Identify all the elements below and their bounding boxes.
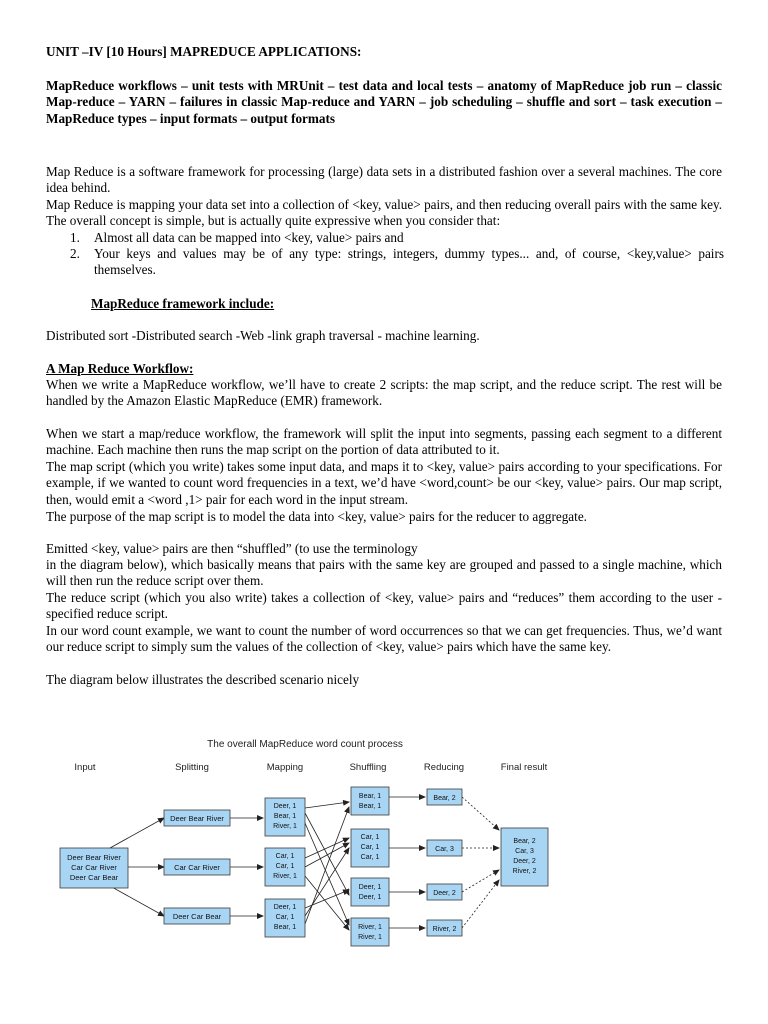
workflow-paragraph-3d: In our word count example, we want to count the number of word occurrences so that we can get frequencies. Thus, we’d want our reduce script to simply sum the values of the collection of <key, value> pairs which have the same key. — [46, 623, 722, 655]
reduce-box — [427, 920, 462, 936]
map-line: Car, 1 — [275, 863, 295, 870]
reduce-text: Bear, 2 — [433, 795, 456, 802]
final-line: Car, 3 — [515, 848, 534, 855]
input-line: Deer Car Bear — [69, 873, 119, 882]
shuffle-box — [351, 878, 389, 906]
split-text: Car Car River — [174, 863, 220, 872]
shuffle-line: River, 1 — [358, 934, 382, 941]
workflow-paragraph-3c: The reduce script (which you also write) takes a collection of <key, value> pairs and “reduces” them according to the user -specified reduce script. — [46, 590, 722, 622]
workflow-paragraph-3b: in the diagram below), which basically means that pairs with the same key are grouped and passed to a single machine, which will then run the reduce script over them. — [46, 557, 722, 589]
framework-text: Distributed sort -Distributed search -Web -link graph traversal - machine learning. — [46, 328, 480, 343]
shuffle-box — [351, 829, 389, 867]
topics-list: MapReduce workflows – unit tests with MRUnit – test data and local tests – anatomy of MapReduce job run – classic Map-reduce – YARN – failures in classic Map-reduce and YARN – job scheduling – shuffle and sort – task execution – MapReduce types – input formats – output formats — [46, 78, 722, 126]
final-line: River, 2 — [512, 868, 537, 875]
shuffle-line: River, 1 — [358, 924, 382, 931]
list-text: Almost all data can be mapped into <key, value> pairs and — [94, 230, 404, 245]
split-box — [164, 859, 230, 875]
final-line: Bear, 2 — [513, 838, 536, 845]
map-line: Car, 1 — [275, 853, 295, 860]
shuffle-line: Car, 1 — [360, 844, 380, 851]
unit-heading: UNIT –IV [10 Hours] MAPREDUCE APPLICATIONS: — [46, 44, 362, 59]
stage-label: Mapping — [266, 762, 304, 773]
shuffle-line: Bear, 1 — [358, 793, 382, 800]
list-item — [70, 230, 724, 246]
intro-paragraph-2: Map Reduce is mapping your data set into a collection of <key, value> pairs, and then reducing overall pairs with the same key. The overall concept is simple, but is actually quite expressive when you consider that: — [46, 197, 722, 229]
list-text: Your keys and values may be of any type: strings, integers, dummy types... and, of course, <key,value> pairs themselves. — [94, 246, 724, 278]
framework-heading: MapReduce framework include: — [91, 296, 275, 311]
shuffle-line: Car, 1 — [360, 854, 380, 861]
intro-paragraph-1: Map Reduce is a software framework for processing (large) data sets in a distributed fashion over a several machines. The core idea behind. — [46, 164, 722, 196]
reduce-box — [427, 884, 462, 900]
split-text: Deer Bear River — [170, 814, 224, 823]
shuffle-line: Car, 1 — [360, 834, 380, 841]
list-number: 1. — [70, 230, 80, 245]
workflow-paragraph-2c: The purpose of the map script is to model the data into <key, value> pairs for the reducer to aggregate. — [46, 509, 587, 524]
reduce-box — [427, 789, 462, 805]
map-line: Deer, 1 — [273, 803, 297, 810]
stage-label: Shuffling — [349, 762, 387, 773]
workflow-paragraph-1: When we write a MapReduce workflow, we’ll have to create 2 scripts: the map script, and the reduce script. The rest will be handled by the Amazon Elastic MapReduce (EMR) framework. — [46, 377, 722, 409]
reduce-text: River, 2 — [432, 926, 457, 933]
map-line: River, 1 — [273, 823, 297, 830]
reduce-box — [427, 840, 462, 856]
stage-label: Reducing — [423, 762, 465, 773]
mapreduce-diagram — [0, 730, 768, 980]
workflow-heading: A Map Reduce Workflow: — [46, 361, 194, 376]
map-box — [265, 798, 305, 836]
map-line: River, 1 — [273, 873, 297, 880]
input-box — [60, 848, 128, 888]
list-item — [70, 246, 724, 279]
stage-label: Splitting — [175, 762, 209, 773]
map-box — [265, 899, 305, 937]
split-box — [164, 810, 230, 826]
diagram-title: The overall MapReduce word count process — [207, 739, 403, 750]
map-line: Car, 1 — [275, 914, 295, 921]
workflow-paragraph-2a: When we start a map/reduce workflow, the framework will split the input into segments, passing each segment to a different machine. Each machine then runs the map script on the portion of data attributed to it. — [46, 426, 722, 458]
input-line: Car Car River — [71, 863, 117, 872]
list-number: 2. — [70, 246, 80, 261]
map-line: Bear, 1 — [273, 924, 297, 931]
stage-label: Input — [74, 762, 96, 773]
map-line: Deer, 1 — [273, 904, 297, 911]
final-result-box — [501, 828, 548, 886]
map-line: Bear, 1 — [273, 813, 297, 820]
shuffle-line: Deer, 1 — [358, 894, 382, 901]
workflow-paragraph-2b: The map script (which you write) takes some input data, and maps it to <key, value> pairs according to your specifications. For example, if we wanted to count word frequencies in a text, we’d have <word,count> be our <key, value> pairs. Our map script, then, would emit a <word ,1> pair for each word in the input stream. — [46, 459, 722, 507]
shuffle-line: Bear, 1 — [358, 803, 382, 810]
stage-label: Final result — [500, 762, 548, 773]
split-text: Deer Car Bear — [172, 912, 222, 921]
reduce-text: Car, 3 — [435, 846, 454, 853]
final-arrows — [462, 797, 499, 928]
input-line: Deer Bear River — [67, 853, 121, 862]
workflow-paragraph-3a: Emitted <key, value> pairs are then “shuffled” (to use the terminology — [46, 541, 418, 556]
map-box — [265, 848, 305, 886]
reduce-text: Deer, 2 — [433, 890, 456, 897]
split-box — [164, 908, 230, 924]
final-line: Deer, 2 — [513, 858, 536, 865]
shuffle-box — [351, 787, 389, 815]
shuffle-box — [351, 918, 389, 946]
shuffle-line: Deer, 1 — [358, 884, 382, 891]
diagram-intro: The diagram below illustrates the described scenario nicely — [46, 672, 360, 687]
